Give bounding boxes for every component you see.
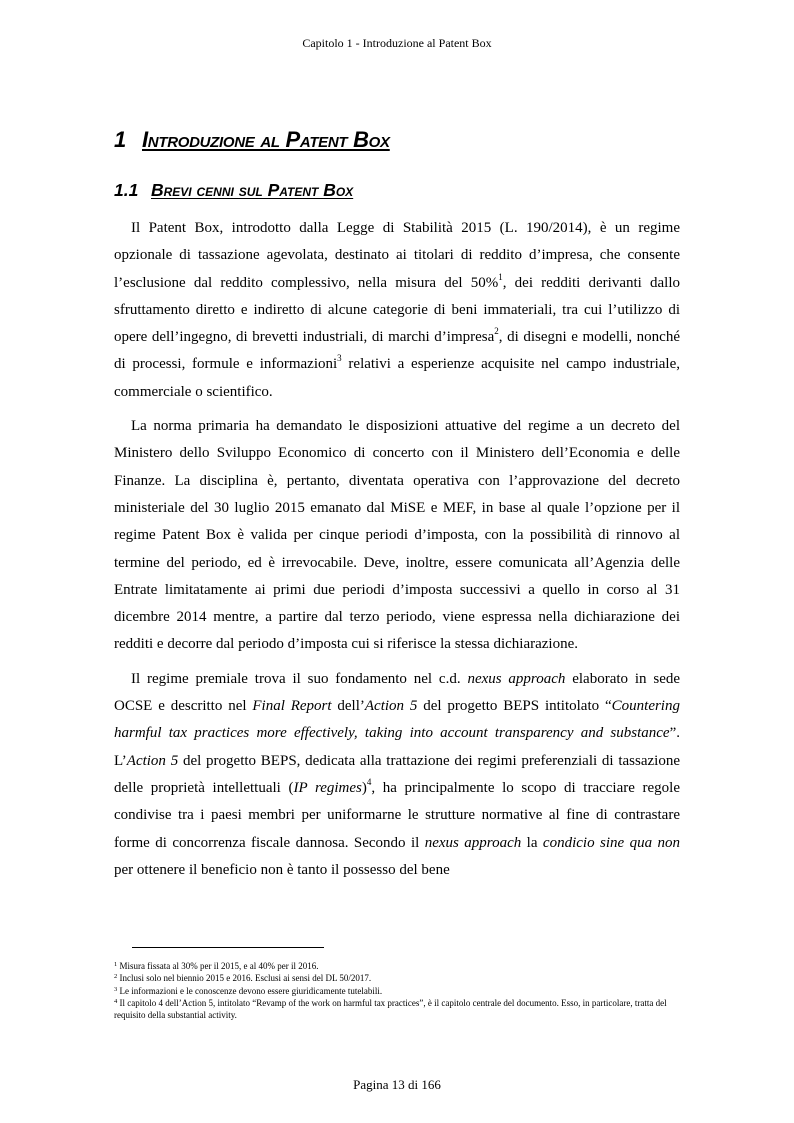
footnotes [114,960,682,1021]
footnote-ref-3[interactable]: 3 [337,353,342,364]
italic-term: Countering harmful tax practices more effectively, taking into account transparency and substance [114,698,680,742]
section-number: 1.1 [114,180,139,200]
text-run: del progetto BEPS, dedicata alla trattazione dei regimi preferenziali di tassazione delle proprietà intellettuali ( [114,752,680,796]
body-text [114,215,680,891]
text-run: la [521,834,543,851]
footnote-text: Inclusi solo nel biennio 2015 e 2016. Esclusi ai sensi del DL 50/2017. [117,973,372,984]
running-header: Capitolo 1 - Introduzione al Patent Box [302,36,492,50]
chapter-title: Introduzione al Patent Box [142,127,390,152]
text-run: per ottenere il beneficio non è tanto il possesso del bene [114,861,450,878]
chapter-heading [114,127,390,153]
text-run: , di disegni e modelli, nonché di processi, formule e informazioni [114,329,680,373]
paragraph-2: La norma primaria ha demandato le disposizioni attuative del regime a un decreto del Ministero dello Sviluppo Economico di concerto con il Ministero dell’Economia e delle Finanze. La disciplina è, pertanto, diventata operativa con l’approvazione del decreto ministeriale del 30 luglio 2015 emanato dal MiSE e MEF, in base al quale l’opzione per il regime Patent Box è valida per cinque periodi d’imposta, con la possibilità di rinnovo al termine del periodo, ed è irrevocabile. Deve, inoltre, essere comunicata all’Agenzia delle Entrate limitatamente ai primi due periodi d’imposta successivi a quello in corso al 31 dicembre 2014 mentre, a partire dal terzo periodo, viene espressa nella dichiarazione dei redditi e decorre dal periodo d’imposta cui si riferisce la stessa dichiarazione. [114,418,680,653]
italic-term: Action 5 [364,698,418,715]
footnote-mark: 1 [114,961,118,968]
footnote-text: Il capitolo 4 dell’Action 5, intitolato “Revamp of the work on harmful tax practices”, è il capitolo centrale del documento. Esso, in particolare, tratta del requisito della substantial activity. [114,997,667,1021]
page-number: Pagina 13 di 166 [353,1077,441,1092]
text-run: elaborato in sede OCSE e descritto nel [114,670,681,715]
footnote-text: Misura fissata al 30% per il 2015, e al 40% per il 2016. [117,961,319,971]
footnote-mark: 3 [114,985,118,993]
text-run: , ha principalmente lo scopo di tracciare regole condivise tra i paesi membri per uniformarne le strutture normative al fine di contrastare forme di concorrenza fiscale dannosa. Secondo il [114,779,680,851]
paragraph-3 [114,666,680,884]
italic-term: Final Report [252,698,332,715]
footnote-separator [132,947,324,948]
footnote-4 [114,997,682,1022]
footnote-ref-1[interactable]: 1 [498,271,503,282]
text-run: dell’ [331,698,365,715]
section-title: Brevi cenni sul Patent Box [151,180,354,200]
text-run: ) [361,779,367,796]
italic-term: IP regimes [293,779,362,796]
footnote-ref-4[interactable]: 4 [366,776,372,787]
italic-term: condicio sine qua non [542,834,680,851]
section-heading [114,180,353,201]
footnote-mark: 2 [114,973,118,981]
chapter-number: 1 [114,127,126,152]
footnote-3 [114,985,682,997]
text-run: ”. L’ [114,725,680,769]
italic-term: Action 5 [126,752,179,769]
footnote-2 [114,972,682,984]
paragraph-1 [114,215,680,406]
italic-term: nexus approach [424,834,522,851]
footnote-text: Le informazioni e le conoscenze devono essere giuridicamente tutelabili. [117,985,383,996]
text-run: Il regime premiale trova il suo fondamento nel c.d. [131,670,468,687]
footnote-mark: 4 [114,997,118,1005]
text-run: Il Patent Box, introdotto dalla Legge di Stabilità 2015 (L. 190/2014), è un regime opzionale di tassazione agevolata, destinato ai titolari di reddito d’impresa, che consente l’esclusione dal reddito complessivo, nella misura del 50% [114,220,680,291]
text-run: relativi a esperienze acquisite nel campo industriale, commerciale o scientifico. [114,356,680,400]
italic-term: nexus approach [467,670,566,687]
footnote-1 [114,960,682,972]
footnote-ref-2[interactable]: 2 [494,326,499,337]
text-run: del progetto BEPS intitolato “ [417,698,612,715]
text-run: , dei redditi derivanti dallo sfruttamento diretto e indiretto di alcune categorie di beni immateriali, tra cui l’utilizzo di opere dell’ingegno, di brevetti industriali, di marchi d’impresa [114,274,680,346]
